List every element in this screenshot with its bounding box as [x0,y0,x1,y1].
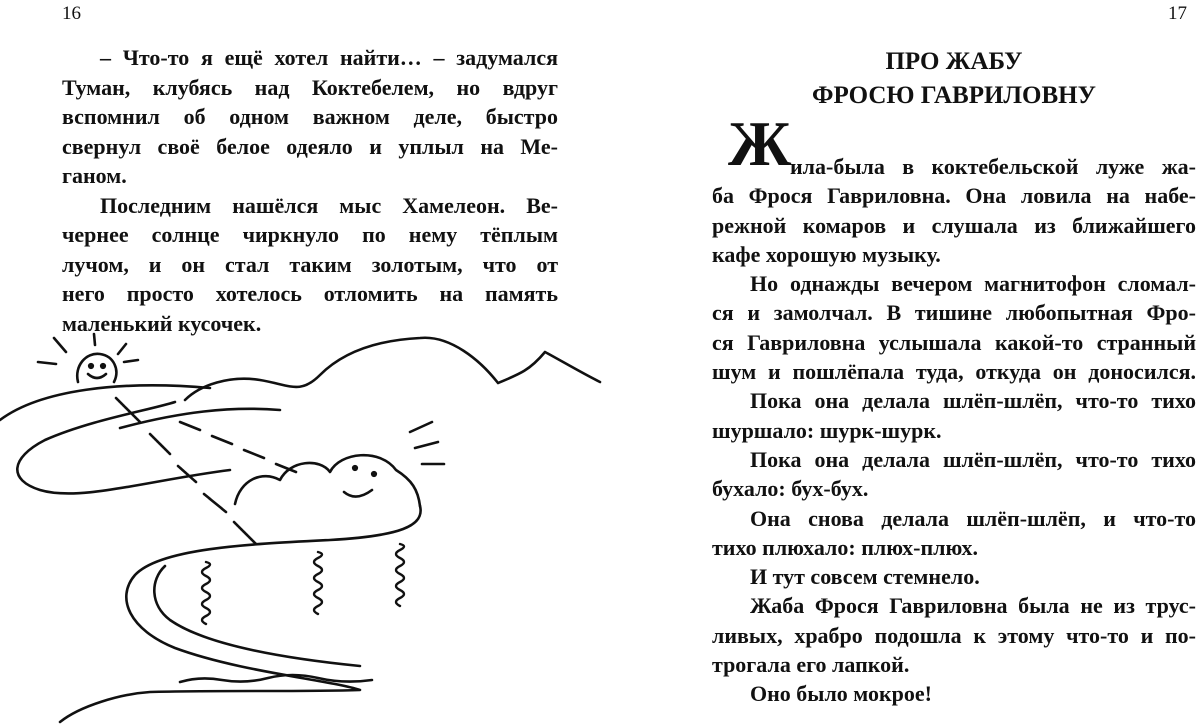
text-line: вспомнил об одном важном деле, быстро [62,104,558,129]
bay-line [120,409,280,428]
far-hills [0,338,600,420]
text-line: режной комаров и слушала из ближайшего [712,212,1196,238]
text-line: Но однажды вечером магнитофон сломал- [750,271,1196,297]
text-line: свернул своё белое одеяло и уплыл на Ме- [62,133,558,159]
text-line: кафе хорошую музыку. [712,241,941,267]
text-line: Оно было мокрое! [750,681,933,707]
text-line: Последним нашёлся мыс Хамелеон. Ве- [100,192,558,218]
text-line: Жаба Фрося Гавриловна была не из трус- [750,593,1196,619]
story-title-line-1: ПРО ЖАБУ [885,48,1023,75]
text-line: трогала его лапкой. [712,652,910,678]
text-line: шуршало: шурк-шурк. [712,417,942,443]
text-line: бухало: бух-бух. [712,476,869,502]
story-title-line-2: ФРОСЮ ГАВРИЛОВНУ [812,82,1096,109]
shoreline [17,402,230,493]
drop-cap: Ж [728,108,791,179]
text-line: ся Гавриловна услышала какой-то странный [712,329,1196,355]
text-line: Пока она делала шлёп-шлёп, что-то тихо [750,388,1196,414]
text-line: ся и замолчал. В тишине любопытная Фро- [712,300,1196,326]
text-line: маленький кусочек. [62,310,262,336]
text-line: ила-была в коктебельской луже жа- [790,154,1196,179]
text-line: чернее солнце чиркнуло по нему тёплым [62,222,558,247]
smiling-hill-icon [235,422,444,506]
text-line: ливых, храбро подошла к этому что-то и по- [712,622,1196,648]
text-line: него просто хотелось отломить на память [62,281,558,306]
smiling-sun-icon [38,334,138,382]
text-line: шум и пошлёпала туда, откуда он доносился. [712,359,1196,385]
text-line: ба Фрося Гавриловна. Она ловила на набе- [712,183,1196,209]
text-line: Она снова делала шлёп-шлёп, и что-то [750,505,1196,531]
waves [180,675,372,682]
text-line: И тут совсем стемнело. [750,564,980,590]
text-line: тихо плюхало: плюх-плюх. [712,534,978,560]
text-line: ганом. [62,163,127,188]
text-line: Туман, клубясь над Коктебелем, но вдруг [62,74,558,100]
left-page-text [62,43,558,338]
page-number-left: 16 [62,3,81,24]
page-number-right: 17 [1168,3,1187,24]
right-page-text [712,152,1196,709]
landscape-illustration [0,330,620,726]
text-line: лучом, и он стал таким золотым, что от [62,251,558,277]
bay-outline [60,506,421,722]
text-line: Пока она делала шлёп-шлёп, что-то тихо [750,446,1196,472]
reflection-squiggles [202,544,404,624]
text-line: – Что-то я ещё хотел найти… – задумался [100,45,558,70]
